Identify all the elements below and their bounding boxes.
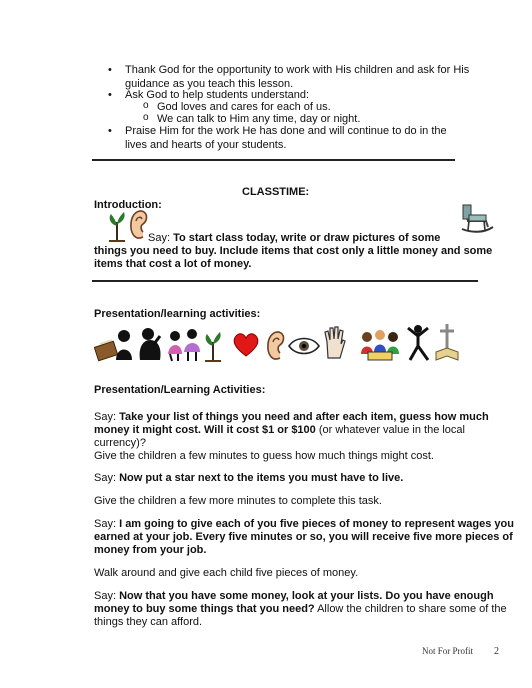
praying-child-icon [136,326,164,362]
instruction-text: money it might cost. Will it cost $1 or $100 [94,424,316,436]
sub-bullet-marker: o [143,100,149,111]
intro-text-1: To start class today, write or draw pictures of some [173,232,441,244]
presentation-heading: Presentation/learning activities: [94,308,261,320]
footer-text: Not For Profit [422,646,474,656]
heart-icon [232,332,260,358]
say-label: Say: [94,472,117,484]
eye-icon [288,336,320,356]
hand-icon [322,324,346,360]
instruction-text: Take your list of things you need and after each item, guess how much [119,411,489,423]
stretching-person-icon [404,324,432,362]
note-text: Allow the children to share some of the [314,603,507,615]
paragraph-1-line-4: Give the children a few minutes to guess how much things might cost. [94,450,434,462]
sub-bullet-marker: o [143,112,149,123]
instruction-text: money to buy some things that you need? [94,603,315,615]
bible-reader-icon [94,328,134,362]
say-label: Say: [94,518,117,530]
paragraph-4-line-2: earned at your job. Every five minutes or so, you will receive five more pieces of [94,531,513,543]
section-divider [92,280,478,282]
prep-bullet-3-line1: Praise Him for the work He has done and will continue to do in the [125,125,447,137]
intro-line-1 [148,231,440,245]
prep-bullet-2: Ask God to help students understand: [125,89,310,101]
bullet-dot: • [108,89,112,101]
classtime-heading: CLASSTIME: [242,186,310,198]
group-reading-icon [358,328,402,362]
paragraph-3: Give the children a few more minutes to complete this task. [94,495,382,507]
say-label: Say: [94,411,117,423]
ear-icon [264,328,286,362]
prep-sub-bullet-2: We can talk to Him any time, day or night. [157,113,361,125]
introduction-label: Introduction: [94,199,162,211]
paragraph-6-line-3: things they can afford. [94,616,203,628]
intro-line-2: things you need to buy. Include items that cost only a little money and some [94,245,493,257]
ear-icon [127,207,149,241]
paragraph-6-line-1 [94,589,494,603]
children-praying-icon [166,328,202,362]
paragraph-1-line-3: currency)? [94,437,146,449]
instruction-text: Now put a star next to the items you must have to live. [119,472,404,484]
prep-sub-bullet-1: God loves and cares for each of us. [157,101,331,113]
instruction-text: I am going to give each of you five pieces of money to represent wages you [119,518,514,530]
paragraph-1-line-2 [94,423,465,437]
paragraph-5: Walk around and give each child five pieces of money. [94,567,359,579]
prep-bullet-1-line1: Thank God for the opportunity to work with His children and ask for His [125,64,470,76]
note-text: (or whatever value in the local [315,424,465,436]
rocking-chair-icon [460,203,494,233]
instruction-text: Now that you have some money, look at your lists. Do you have enough [119,590,494,602]
bullet-dot: • [108,125,112,137]
activity-icon-strip [92,322,462,364]
say-label: Say: [94,590,117,602]
paragraph-6-line-2 [94,602,507,616]
paragraph-1-line-1 [94,410,489,424]
paragraph-2 [94,471,403,485]
prep-bullet-3-line2: lives and hearts of your students. [125,139,287,151]
cross-book-icon [434,322,460,362]
intro-line-3: items that cost a lot of money. [94,258,252,270]
sprout-icon [105,208,129,242]
sprout-icon [202,328,224,362]
paragraph-4-line-3: money from your job. [94,544,207,556]
paragraph-4-line-1 [94,517,514,531]
bullet-dot: • [108,64,112,76]
section-divider [92,159,455,161]
prep-bullet-1-line2: guidance as you teach this lesson. [125,78,294,90]
presentation-heading-2: Presentation/Learning Activities: [94,384,266,396]
page-number: 2 [494,646,499,657]
say-label: Say: [148,232,171,244]
